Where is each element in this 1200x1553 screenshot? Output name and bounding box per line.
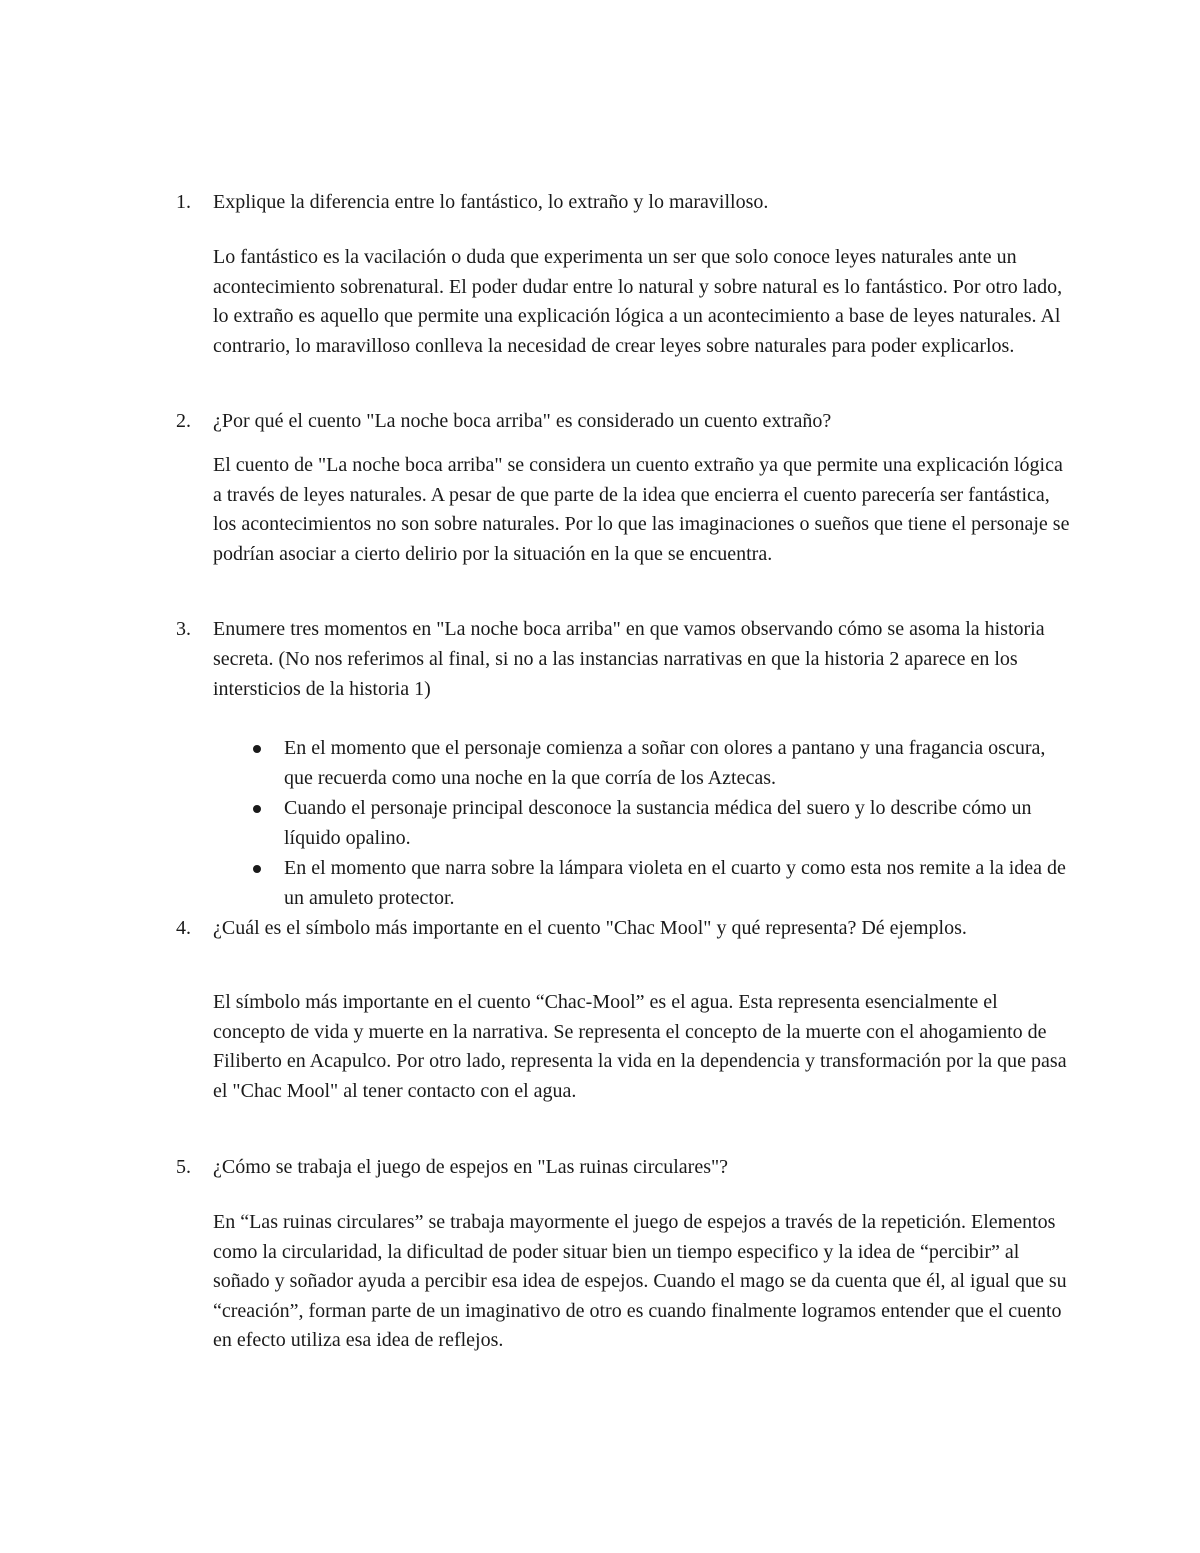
answer-4: El símbolo más importante en el cuento “Chac-Mool” es el agua. Esta representa esencialmente el concepto de vida y muerte en la narrativa. Se representa el concepto de la muerte con el ahogamiento de Filiberto en Acapulco. Por otro lado, representa la vida en la dependencia y transformación por la que pasa el "Chac Mool" al tener contacto con el agua. [213, 991, 1067, 1102]
question-text: ¿Por qué el cuento "La noche boca arriba" es considerado un cuento extraño? [213, 410, 832, 432]
question-number: 4. [176, 917, 191, 939]
bullet-icon [253, 865, 261, 873]
question-text: ¿Cuál es el símbolo más importante en el cuento "Chac Mool" y qué representa? Dé ejemplos. [213, 917, 967, 939]
question-number: 3. [176, 618, 191, 640]
list-item [250, 853, 1070, 913]
answer-3-bullet-list [250, 733, 1070, 913]
question-number: 2. [176, 410, 191, 432]
bullet-icon [253, 805, 261, 813]
question-number: 1. [176, 191, 191, 213]
question-text: ¿Cómo se trabaja el juego de espejos en "Las ruinas circulares"? [213, 1156, 729, 1178]
list-item-text: En el momento que el personaje comienza a soñar con olores a pantano y una fragancia oscura, que recuerda como una noche en la que corría de los Aztecas. [284, 737, 1046, 789]
question-text: Enumere tres momentos en "La noche boca arriba" en que vamos observando cómo se asoma la historia secreta. (No nos referimos al final, si no a las instancias narrativas en que la historia 2 aparece en los intersticios de la historia 1) [213, 618, 1045, 700]
list-item-text: En el momento que narra sobre la lámpara violeta en el cuarto y como esta nos remite a la idea de un amuleto protector. [284, 857, 1066, 909]
answer-2: El cuento de "La noche boca arriba" se considera un cuento extraño ya que permite una explicación lógica a través de leyes naturales. A pesar de que parte de la idea que encierra el cuento parecería ser fantástica, los acontecimientos no son sobre naturales. Por lo que las imaginaciones o sueños que tiene el personaje se podrían asociar a cierto delirio por la situación en la que se encuentra. [213, 454, 1070, 565]
bullet-icon [253, 745, 261, 753]
list-item [250, 793, 1070, 853]
answer-1: Lo fantástico es la vacilación o duda que experimenta un ser que solo conoce leyes naturales ante un acontecimiento sobrenatural. El poder dudar entre lo natural y sobre natural es lo fantástico. Por otro lado, lo extraño es aquello que permite una explicación lógica a un acontecimiento a base de leyes naturales. Al contrario, lo maravilloso conlleva la necesidad de crear leyes sobre naturales para poder explicarlos. [213, 246, 1063, 357]
list-item-text: Cuando el personaje principal desconoce la sustancia médica del suero y lo describe cómo un líquido opalino. [284, 797, 1032, 849]
question-number: 5. [176, 1156, 191, 1178]
question-text: Explique la diferencia entre lo fantástico, lo extraño y lo maravilloso. [213, 191, 769, 213]
list-item [250, 733, 1070, 793]
answer-5: En “Las ruinas circulares” se trabaja mayormente el juego de espejos a través de la repetición. Elementos como la circularidad, la dificultad de poder situar bien un tiempo especifico y la idea de “percibir” al soñado y soñador ayuda a percibir esa idea de espejos. Cuando el mago se da cuenta que él, al igual que su “creación”, forman parte de un imaginativo de otro es cuando finalmente logramos entender que el cuento en efecto utiliza esa idea de reflejos. [213, 1211, 1067, 1352]
